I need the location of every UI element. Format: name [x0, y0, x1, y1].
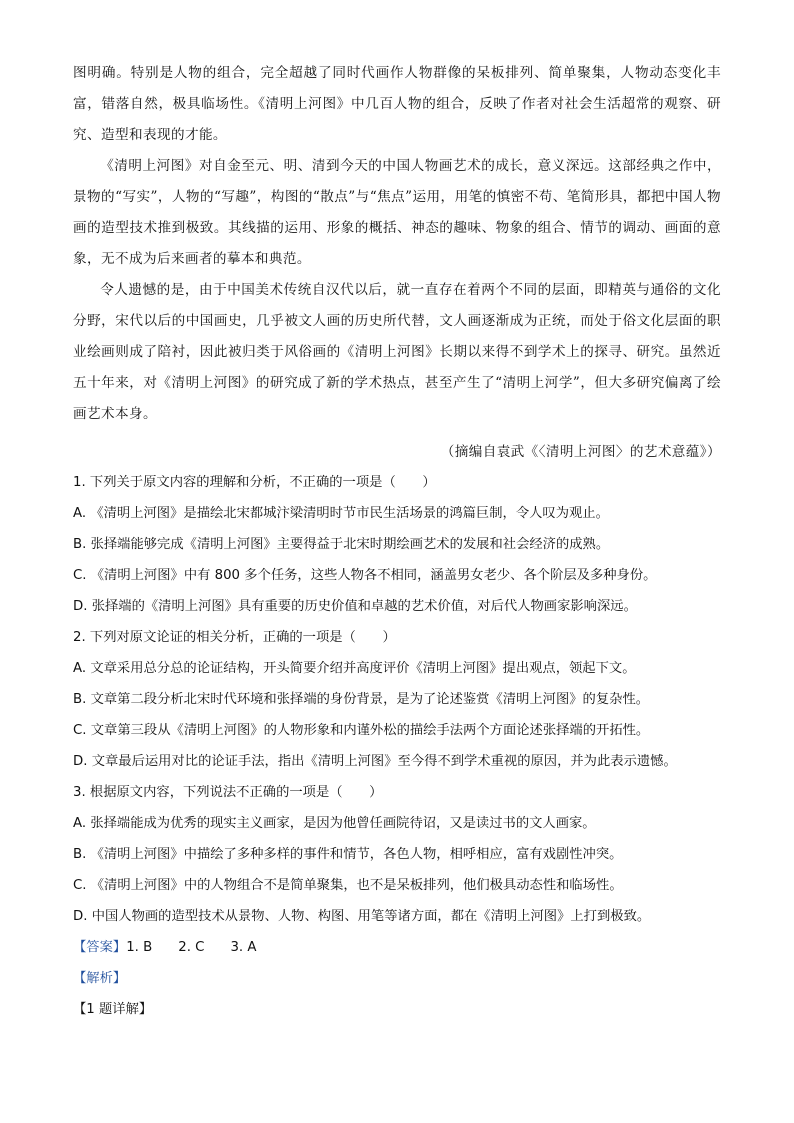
question-1-option-a: A. 《清明上河图》是描绘北宋都城汴梁清明时节市民生活场景的鸿篇巨制，令人叹为观止。: [73, 506, 609, 521]
answer-tag: 【答案】: [73, 940, 127, 955]
answer-1: 1. B: [126, 940, 153, 955]
passage-paragraph-2: 《清明上河图》对自金至元、明、清到今天的中国人物画艺术的成长，意义深远。这部经典之作中，景物的“写实”，人物的“写趣”，构图的“散点”与“焦点”运用，用笔的慎密不苟、笔简形具，都把中国人物画的造型技术推到极致。其线描的运用、形象的概括、神态的趣味、物象的组合、情节的调动、画面的意象，无不成为后来画者的摹本和典范。: [73, 158, 721, 267]
question-2-option-a: A. 文章采用总分总的论证结构，开头简要介绍并高度评价《清明上河图》提出观点，领起下文。: [73, 661, 636, 676]
passage: [73, 58, 721, 430]
question-3-option-d: D. 中国人物画的造型技术从景物、人物、构图、用笔等诸方面，都在《清明上河图》上打到极致。: [73, 909, 651, 924]
answer-row: [73, 932, 733, 963]
passage-paragraph-1: 图明确。特别是人物的组合，完全超越了同时代画作人物群像的呆板排列、简单聚集，人物动态变化丰富，错落自然，极具临场性。《清明上河图》中几百人物的组合，反映了作者对社会生活超常的观察、研究、造型和表现的才能。: [73, 65, 721, 143]
question-1-stem: 1. 下列关于原文内容的理解和分析，不正确的一项是（ ）: [73, 475, 436, 490]
passage-source: （摘编自袁武《〈清明上河图〉的艺术意蕴》）: [440, 444, 721, 460]
question-2-option-d: D. 文章最后运用对比的论证手法，指出《清明上河图》至今得不到学术重视的原因，并为此表示遗憾。: [73, 754, 677, 769]
passage-paragraph-3: 令人遗憾的是，由于中国美术传统自汉代以后，就一直存在着两个不同的层面，即精英与通俗的文化分野，宋代以后的中国画史，几乎被文人画的历史所代替，文人画逐渐成为正统，而处于俗文化层面的职业绘画则成了陪衬，因此被归类于风俗画的《清明上河图》长期以来得不到学术上的探寻、研究。虽然近五十年来，对《清明上河图》的研究成了新的学术热点，甚至产生了“清明上河学”，但大多研究偏离了绘画艺术本身。: [73, 282, 721, 422]
question-1-option-c: C. 《清明上河图》中有 800 多个任务，这些人物各不相同，涵盖男女老少、各个阶层及多种身份。: [73, 568, 657, 583]
answer-3: 3. A: [230, 940, 257, 955]
question-1-option-d: D. 张择端的《清明上河图》具有重要的历史价值和卓越的艺术价值，对后代人物画家影响深远。: [73, 599, 637, 614]
question-2-stem: 2. 下列对原文论证的相关分析，正确的一项是（ ）: [73, 630, 396, 645]
question-2-option-c: C. 文章第三段从《清明上河图》的人物形象和内谨外松的描绘手法两个方面论述张择端的开拓性。: [73, 723, 650, 738]
question-3-option-b: B. 《清明上河图》中描绘了多种多样的事件和情节，各色人物，相呼相应，富有戏剧性冲突。: [73, 847, 623, 862]
question-2-option-b: B. 文章第二段分析北宋时代环境和张择端的身份背景，是为了论述鉴赏《清明上河图》的复杂性。: [73, 692, 650, 707]
question-3-stem: 3. 根据原文内容，下列说法不正确的一项是（ ）: [73, 785, 383, 800]
analysis-tag: 【解析】: [73, 971, 127, 986]
question-3-option-a: A. 张择端能成为优秀的现实主义画家，是因为他曾任画院待诏，又是读过书的文人画家。: [73, 816, 596, 831]
detail-tag: 【1 题详解】: [73, 1002, 153, 1017]
question-3-option-c: C. 《清明上河图》中的人物组合不是简单聚集，也不是呆板排列，他们极具动态性和临场性。: [73, 878, 623, 893]
answer-2: 2. C: [178, 940, 205, 955]
question-section: [73, 467, 733, 1025]
question-1-option-b: B. 张择端能够完成《清明上河图》主要得益于北宋时期绘画艺术的发展和社会经济的成熟。: [73, 537, 610, 552]
